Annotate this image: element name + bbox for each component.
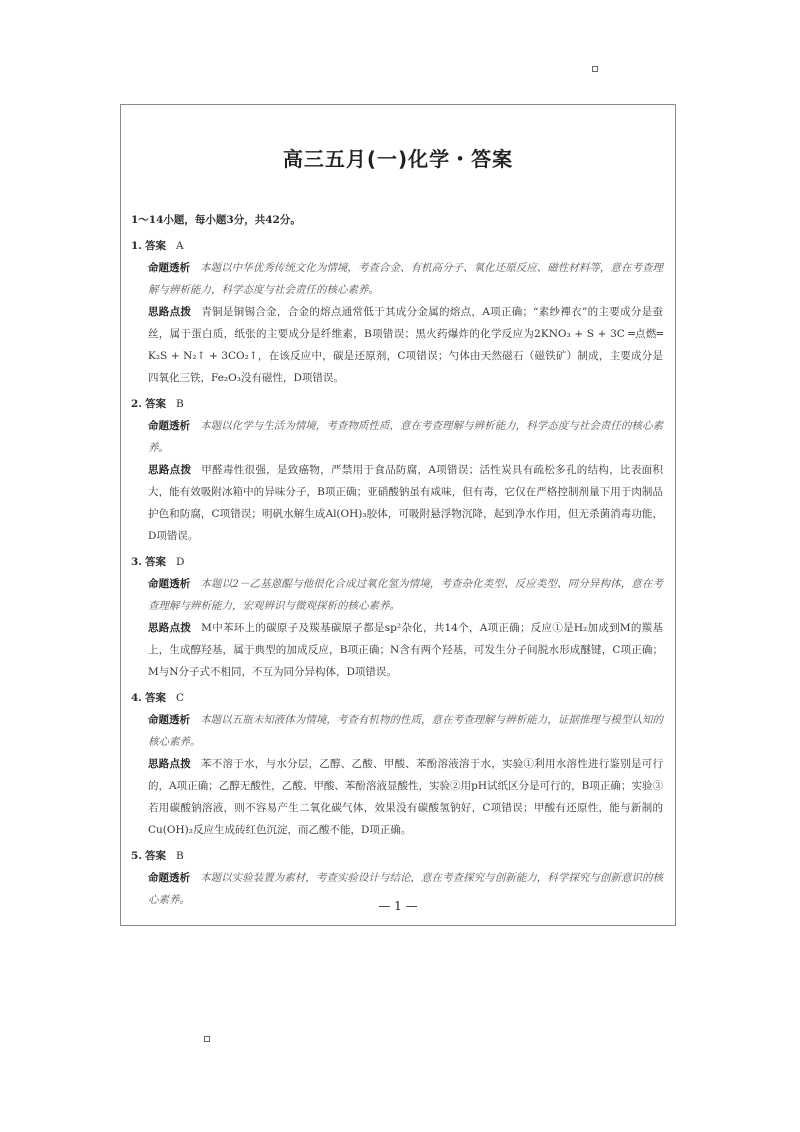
answer-label: 答案 xyxy=(144,556,166,568)
question-item xyxy=(131,551,663,683)
answer-value: B xyxy=(175,850,184,862)
answer-label: 答案 xyxy=(144,240,166,252)
question-number: 1. xyxy=(131,240,142,252)
answer-label: 答案 xyxy=(144,692,166,704)
crop-mark-top xyxy=(592,66,598,72)
question-item xyxy=(131,393,663,547)
intent-paragraph xyxy=(131,709,663,753)
intent-paragraph xyxy=(131,257,663,301)
intent-label: 命题透析 xyxy=(148,578,191,590)
hint-label: 思路点拨 xyxy=(148,306,192,318)
page-title: 高三五月(一)化学・答案 xyxy=(282,147,514,171)
hint-paragraph xyxy=(131,459,663,547)
hint-paragraph xyxy=(131,301,663,389)
intent-label: 命题透析 xyxy=(148,262,191,274)
section-intro: 1～14小题，每小题3分，共42分。 xyxy=(131,214,301,226)
hint-label: 思路点拨 xyxy=(148,758,191,770)
intent-paragraph xyxy=(131,415,663,459)
hint-label: 思路点拨 xyxy=(148,622,192,634)
intent-text: 本题以实验装置为素材，考查实验设计与结论，意在考查探究与创新能力，科学探究与创新意识的核心素养。 xyxy=(148,872,664,906)
intent-paragraph xyxy=(131,573,663,617)
intent-label: 命题透析 xyxy=(148,714,191,726)
hint-text: 苯不溶于水，与水分层，乙醇、乙酸、甲酸、苯酚溶液溶于水，实验①利用水溶性进行鉴别是可行的，A项正确；乙醇无酸性，乙酸、甲酸、苯酚溶液显酸性，实验②用pH试纸区分是可行的，B项正确；实验③若用碳酸钠溶液，则不容易产生二氧化碳气体，效果没有碳酸氢钠好，C项错误；甲酸有还原性，能与新制的Cu(OH)₂反应生成砖红色沉淀，而乙酸不能，D项正确。 xyxy=(148,758,663,836)
hint-paragraph xyxy=(131,753,663,841)
hint-paragraph xyxy=(131,617,663,683)
answer-label: 答案 xyxy=(144,850,166,862)
question-number: 2. xyxy=(131,398,142,410)
crop-mark-bottom xyxy=(204,1036,210,1042)
question-list xyxy=(131,235,663,911)
hint-text: 青铜是铜锡合金，合金的熔点通常低于其成分金属的熔点，A项正确；“素纱襌衣”的主要成分是蚕丝，属于蛋白质，纸张的主要成分是纤维素，B项错误；黑火药爆炸的化学反应为2KNO₃ + S + 3C ═点燃═ K₂S + N₂↑ + 3CO₂↑，在该反应中，碳是还原剂，C项错误；勺体由天然磁石（磁铁矿）制成，主要成分是四氧化三铁，Fe₂O₃没有磁性，D项错误。 xyxy=(148,306,663,384)
intent-label: 命题透析 xyxy=(148,872,191,884)
question-number: 5. xyxy=(131,850,142,862)
intent-text: 本题以化学与生活为情境，考查物质性质，意在考查理解与辨析能力，科学态度与社会责任的核心素养。 xyxy=(148,420,664,454)
question-item xyxy=(131,235,663,389)
question-header xyxy=(131,393,663,415)
question-header xyxy=(131,687,663,709)
answer-label: 答案 xyxy=(144,398,166,410)
intent-text: 本题以五瓶未知液体为情境，考查有机物的性质，意在考查理解与辨析能力，证据推理与模型认知的核心素养。 xyxy=(148,714,664,748)
question-header xyxy=(131,551,663,573)
answer-value: A xyxy=(175,240,184,252)
answer-sheet xyxy=(120,104,676,926)
question-header xyxy=(131,235,663,257)
page-number: — 1 — xyxy=(378,899,418,913)
question-number: 3. xyxy=(131,556,142,568)
hint-label: 思路点拨 xyxy=(148,464,192,476)
question-header xyxy=(131,845,663,867)
hint-text: 甲醛毒性很强，是致癌物，严禁用于食品防腐，A项错误；活性炭具有疏松多孔的结构，比表面积大，能有效吸附冰箱中的异味分子，B项正确；亚硝酸钠虽有咸味，但有毒，它仅在严格控制剂量下用于肉制品护色和防腐，C项错误；明矾水解生成Al(OH)₃胶体，可吸附悬浮物沉降，起到净水作用，但无杀菌消毒功能，D项错误。 xyxy=(148,464,664,542)
answer-value: D xyxy=(175,556,185,568)
answer-content xyxy=(131,209,663,911)
intent-text: 本题以中华优秀传统文化为情境，考查合金、有机高分子、氧化还原反应、磁性材料等，意在考查理解与辨析能力，科学态度与社会责任的核心素养。 xyxy=(148,262,664,296)
question-number: 4. xyxy=(131,692,142,704)
intent-text: 本题以2－乙基蒽醌与他很化合成过氧化氢为情境，考查杂化类型、反应类型、同分异构体，意在考查理解与辨析能力，宏观辨识与微观探析的核心素养。 xyxy=(148,578,663,612)
answer-value: C xyxy=(175,692,185,704)
intent-label: 命题透析 xyxy=(148,420,191,432)
answer-value: B xyxy=(175,398,184,410)
hint-text: M中苯环上的碳原子及羰基碳原子都是sp²杂化，共14个，A项正确；反应①是H₂加成到M的羰基上，生成醇羟基，属于典型的加成反应，B项正确；N含有两个羟基，可发生分子间脱水形成醚键，C项正确；M与N分子式不相同，不互为同分异构体，D项错误。 xyxy=(148,622,664,678)
question-item xyxy=(131,687,663,841)
